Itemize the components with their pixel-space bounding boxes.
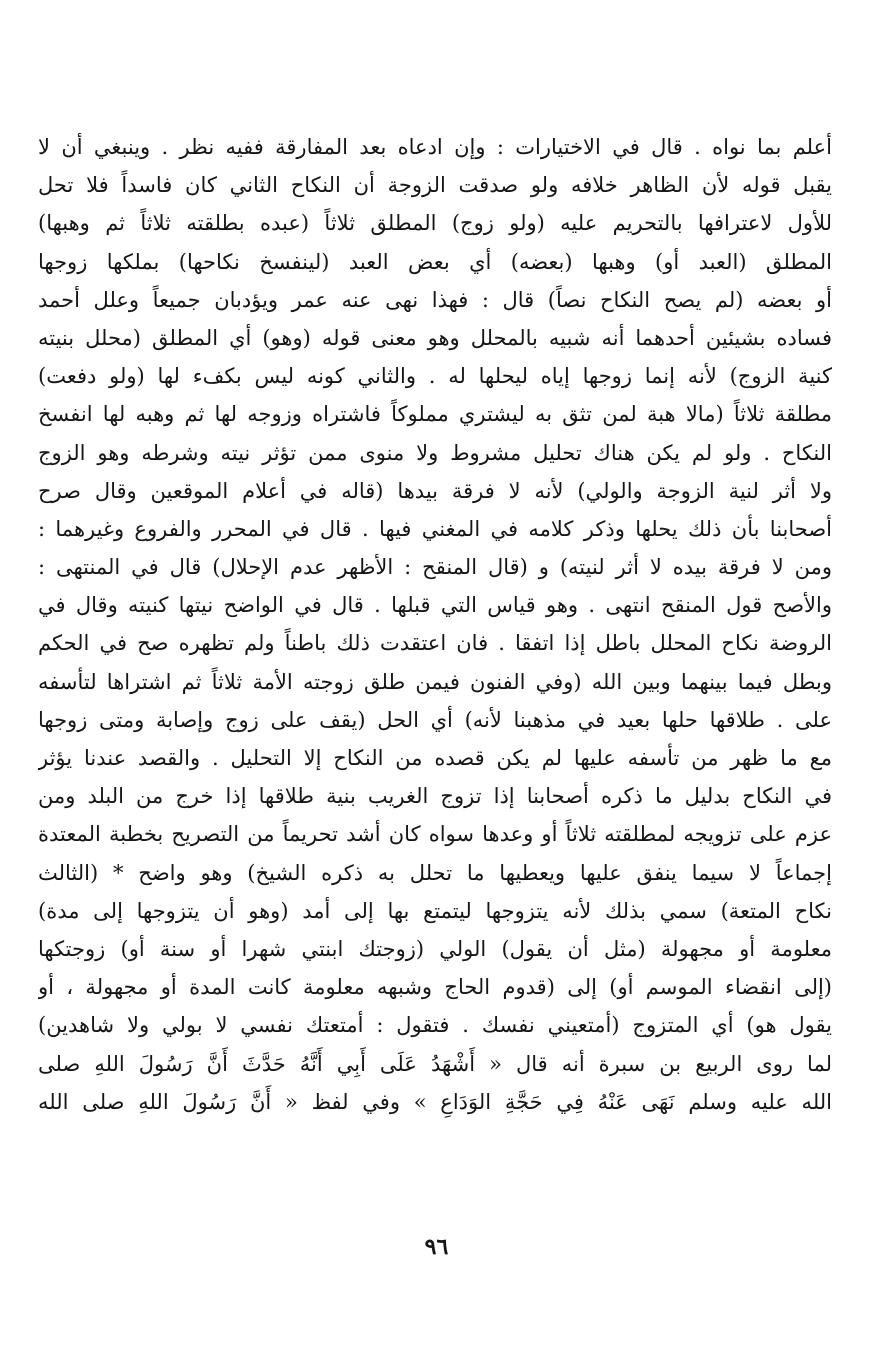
text-line: النكاح . ولو لم يكن هناك تحليل مشروط ولا منوى ممن تؤثر نيته وشرطه وهو الزوج [38, 440, 832, 465]
text-line: فساده بشيئين أحدهما أنه شبيه بالمحلل وهو معنى قوله (وهو) أي المطلق (محلل بنيته [38, 325, 832, 350]
text-line: على . طلاقها حلها بعيد في مذهبنا لأنه) أي الحل (يقف على زوج وإصابة ومتى زوجها [38, 707, 832, 732]
text-line: في النكاح بدليل ما ذكره أصحابنا إذا تزوج الغريب بنية طلاقها إذا خرج من البلد ومن [38, 784, 832, 809]
text-line: المطلق (العبد أو) وهبها (بعضه) أي بعض العبد (لينفسخ نكاحها) بملكها زوجها [38, 249, 832, 274]
text-line: مطلقة ثلاثاً (مالا هبة لمن تثق به ليشتري مملوكاً فاشتراه وزوجه لها ثم وهبه لها انفسخ [38, 402, 832, 427]
text-line: إجماعاً لا سيما ينفق عليها ويعطيها ما تحلل به ذكره الشيخ) وهو واضح * (الثالث [38, 860, 832, 885]
text-line: مع ما ظهر من تأسفه عليها لم يكن قصده من النكاح إلا التحليل . والقصد عندنا يؤثر [38, 746, 832, 770]
text-line: معلومة أو مجهولة (مثل أن يقول) الولي (زوجتك ابنتي شهرا أو سنة أو) زوجتكها [38, 936, 832, 961]
text-line: نكاح المتعة) سمي بذلك لأنه يتزوجها ليتمتع بها إلى أمد (وهو أن يتزوجها إلى مدة) [38, 898, 832, 923]
text-line: والأصح قول المنقح انتهى . وهو قياس التي قبلها . قال في الواضح نيتها كنيته وقال في [38, 593, 832, 618]
text-line: يقبل قوله لأن الظاهر خلافه ولو صدقت الزوجة أن النكاح الثاني كان فاسداً فلا تحل [38, 173, 832, 198]
page-number: ٩٦ [424, 1234, 449, 1260]
text-line: أعلم بما نواه . قال في الاختيارات : وإن ادعاه بعد المفارقة ففيه نظر . وينبغي أن لا [38, 135, 832, 159]
text-line: لما روى الربيع بن سبرة أنه قال « أَشْهَدُ عَلَى أَبِي أَنَّهُ حَدَّثَ أَنَّ رَسُولَ اللهِ صلى [38, 1051, 832, 1076]
text-line: يقول هو) أي المتزوج (أمتعيني نفسك . فتقول : أمتعتك نفسي لا بولي ولا شاهدين) [38, 1013, 832, 1038]
text-line: ولا أثر لنية الزوجة والولي) لأنه لا فرقة بيدها (قاله في أعلام الموقعين وقال صرح [38, 478, 832, 503]
text-line: الروضة نكاح المحلل باطل إذا اتفقا . فان اعتقدت ذلك باطناً ولم تظهره صح في الحكم [38, 631, 832, 656]
text-line: (إلى انقضاء الموسم أو) إلى (قدوم الحاج وشبهه معلومة كانت المدة أو مجهولة ، أو [38, 975, 832, 1000]
text-line: وبطل فيما بينهما وبين الله (وفي الفنون فيمن طلق زوجته الأمة ثلاثاً ثم اشتراها لتأسفه [38, 669, 832, 694]
text-line: كنية الزوج) لأنه إنما زوجها إياه ليحلها له . والثاني كونه ليس بكفء لها (ولو دفعت) [38, 364, 832, 389]
text-line: ومن لا فرقة بيده لا أثر لنيته) و (قال المنقح : الأظهر عدم الإحلال) قال في المنتهى : [38, 555, 832, 580]
text-line: أصحابنا بأن ذلك يحلها وذكر كلامه في المغني فيها . قال في المحرر والفروع وغيرهما : [38, 516, 832, 541]
body-text [38, 128, 832, 1121]
text-line: الله عليه وسلم نَهَى عَنْهُ فِي حَجَّةِ الوَدَاعِ » وفي لفظ « أَنَّ رَسُولَ اللهِ صلى الله [38, 1089, 832, 1114]
text-line: أو بعضه (لم يصح النكاح نصاً) قال : فهذا نهى عنه عمر ويؤدبان جميعاً وعلل أحمد [38, 287, 832, 312]
text-line: للأول لاعترافها بالتحريم عليه (ولو زوج) المطلق ثلاثاً (عبده بطلقته ثلاثاً ثم وهبها) [38, 211, 832, 236]
text-line: عزم على تزويجه لمطلقته ثلاثاً أو وعدها سواه كان أشد تحريماً من التصريح بخطبة المعتدة [38, 822, 832, 847]
